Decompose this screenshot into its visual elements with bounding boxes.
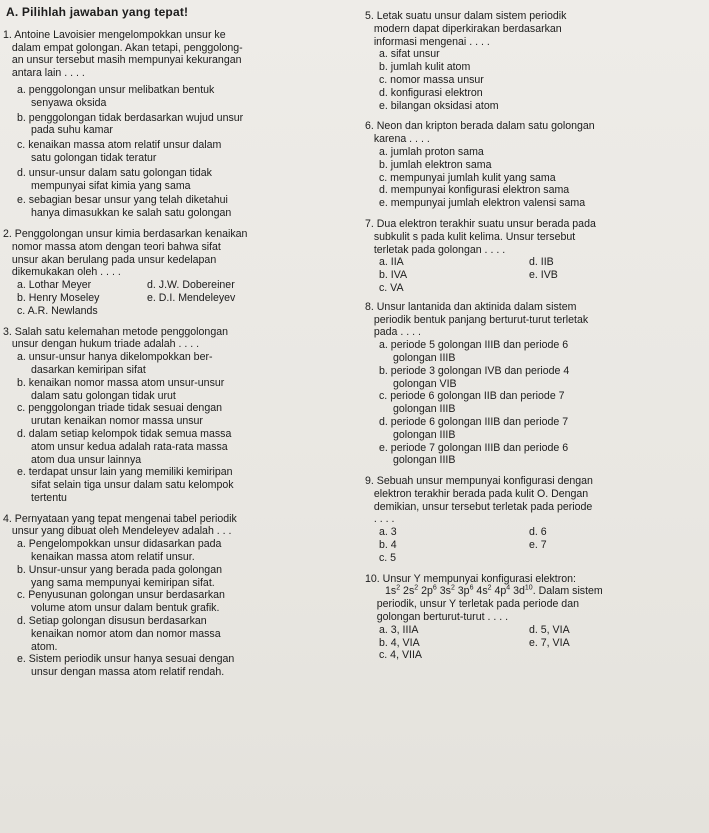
answer-option[interactable]: d. 6 [529,526,547,539]
question-text: unsur dengan hukum triade adalah . . . . [3,338,200,351]
answer-option-cont: satu golongan tidak teratur [31,151,157,164]
question-2 [3,228,351,318]
question-text: karena . . . . [365,133,430,146]
question-text: terletak pada golongan . . . . [365,243,506,256]
question-text: nomor massa atom dengan teori bahwa sifat [3,240,221,253]
answer-option[interactable]: d. mempunyai konfigurasi elektron sama [379,184,570,197]
question-text: 5. Letak suatu unsur dalam sistem periodik [365,10,567,22]
answer-option[interactable]: d. konfigurasi elektron [379,86,483,99]
question-4 [3,513,351,679]
answer-option[interactable]: d. IIB [529,256,554,269]
answer-option-cont: atom dua unsur lainnya [31,453,142,466]
answer-option[interactable]: d. J.W. Dobereiner [147,279,235,292]
question-text: subkulit s pada kulit kelima. Unsur tersebut [365,230,576,243]
question-text: 1. Antoine Lavoisier mengelompokkan unsur ke [3,28,226,41]
question-6 [365,120,705,210]
answer-option[interactable]: d. 5, VIA [529,623,570,636]
answer-option-cont: volume atom unsur dalam bentuk grafik. [31,602,220,615]
answer-option-cont: kenaikan nomor atom dan nomor massa [31,627,221,640]
answer-option[interactable]: c. periode 6 golongan IIB dan periode 7 [379,390,565,403]
answer-option[interactable]: e. 7, VIA [529,636,570,649]
question-text: periodik bentuk panjang berturut-turut terletak [365,313,589,326]
electron-configuration: $1s^2$ $2s^2$ $2p^6$ $3s^2$ $3p^6$ $4s^2$ $4p^4$ $3d^{10}$. Dalam sistem [385,584,603,598]
question-text: 7. Dua elektron terakhir suatu unsur berada pada [365,217,596,230]
question-text: . . . . [365,513,395,526]
answer-option-cont: sifat selain tiga unsur dalam satu kelompok [31,479,234,492]
question-text: modern dapat diperkirakan berdasarkan [365,22,562,35]
answer-option-cont: dasarkan kemiripan sifat [31,363,146,376]
question-text: 4. Pernyataan yang tepat mengenai tabel periodik [3,512,237,525]
answer-option-cont: mempunyai sifat kimia yang sama [31,179,191,192]
answer-option[interactable]: b. penggolongan tidak berdasarkan wujud unsur [17,111,244,124]
answer-option-cont: golongan IIIB [393,454,456,467]
answer-option[interactable]: c. nomor massa unsur [379,73,484,86]
question-text: dikemukakan oleh . . . . [3,266,121,279]
question-text: an unsur tersebut masih mempunyai kekurangan [3,54,242,67]
question-9 [365,475,705,565]
answer-option[interactable]: a. periode 5 golongan IIIB dan periode 6 [379,339,569,352]
answer-option-cont: atom unsur kedua adalah rata-rata massa [31,440,228,453]
answer-option[interactable]: b. kenaikan nomor massa atom unsur-unsur [17,376,225,389]
answer-option[interactable]: e. mempunyai jumlah elektron valensi sama [379,197,586,210]
answer-option[interactable]: c. A.R. Newlands [17,304,98,317]
answer-option[interactable]: c. penggolongan triade tidak sesuai dengan [17,402,222,415]
answer-option[interactable]: a. 3 [379,526,397,539]
question-text: 3. Salah satu kelemahan metode penggolongan [3,325,228,338]
answer-option[interactable]: e. Sistem periodik unsur hanya sesuai dengan [17,653,235,666]
answer-option-cont: golongan IIIB [393,351,456,364]
answer-option-cont: pada suhu kamar [31,124,113,137]
left-column [3,0,351,679]
answer-option[interactable]: c. kenaikan massa atom relatif unsur dalam [17,139,222,152]
answer-option-cont: golongan VIB [393,377,457,390]
answer-option-cont: golongan IIIB [393,428,456,441]
answer-option[interactable]: b. 4, VIA [379,636,420,649]
question-3 [3,326,351,505]
answer-option[interactable]: b. Henry Moseley [17,291,100,304]
question-text: elektron terakhir berada pada kulit O. Dengan [365,487,589,500]
answer-option[interactable]: c. 5 [379,551,397,564]
answer-option[interactable]: c. 4, VIIA [379,649,422,662]
question-1 [3,29,351,220]
answer-option-cont: dalam satu golongan tidak urut [31,389,176,402]
answer-option[interactable]: e. periode 7 golongan IIIB dan periode 6 [379,441,569,454]
question-text: antara lain . . . . [3,67,85,80]
answer-option[interactable]: c. mempunyai jumlah kulit yang sama [379,171,556,184]
answer-option-cont: yang sama mempunyai kemiripan sifat. [31,576,215,589]
answer-option[interactable]: d. periode 6 golongan IIIB dan periode 7 [379,415,569,428]
answer-option[interactable]: e. D.I. Mendeleyev [147,291,236,304]
question-text: unsur akan berulang pada unsur kedelapan [3,253,217,266]
question-text: 9. Sebuah unsur mempunyai konfigurasi dengan [365,475,593,488]
question-text: pada . . . . [365,326,421,339]
question-text: 10. Unsur Y mempunyai konfigurasi elektron: [365,572,577,585]
question-text: golongan berturut-turut . . . . [365,611,509,624]
answer-option-cont: unsur dengan massa atom relatif rendah. [31,666,225,679]
section-title: A. Pilihlah jawaban yang tepat! [6,5,189,19]
answer-option[interactable]: a. Pengelompokkan unsur didasarkan pada [17,538,222,551]
question-text: 2. Penggolongan unsur kimia berdasarkan kenaikan [3,227,248,240]
answer-option-cont: atom. [31,640,58,653]
answer-option[interactable]: a. sifat unsur [379,48,440,61]
answer-option-cont: kenaikan massa atom relatif unsur. [31,551,195,564]
question-text: periodik, unsur Y terletak pada periode dan [365,598,579,611]
answer-option[interactable]: a. 3, IIIA [379,623,419,636]
question-5 [365,10,705,112]
answer-option[interactable]: d. dalam setiap kelompok tidak semua massa [17,427,232,440]
answer-option[interactable]: e. sebagian besar unsur yang telah diketahui [17,194,228,207]
answer-option[interactable]: c. Penyusunan golongan unsur berdasarkan [17,589,225,602]
answer-option-cont: tertentu [31,491,67,504]
answer-option-cont: urutan kenaikan nomor massa unsur [31,415,203,428]
right-column [365,0,705,662]
question-text: demikian, unsur tersebut terletak pada periode [365,500,593,513]
answer-option[interactable]: b. Unsur-unsur yang berada pada golongan [17,563,222,576]
question-10 [365,573,705,663]
answer-option-cont: hanya dimasukkan ke salah satu golongan [31,207,232,220]
answer-option[interactable]: a. Lothar Meyer [17,279,92,292]
answer-option[interactable]: a. jumlah proton sama [379,145,484,158]
answer-option[interactable]: b. IVA [379,269,408,282]
answer-option[interactable]: e. terdapat unsur lain yang memiliki kemiripan [17,466,233,479]
answer-option[interactable]: e. bilangan oksidasi atom [379,99,499,112]
answer-option[interactable]: b. jumlah kulit atom [379,61,471,74]
answer-option[interactable]: b. jumlah elektron sama [379,158,492,171]
question-text: 8. Unsur lantanida dan aktinida dalam sistem [365,300,577,313]
question-8 [365,301,705,467]
answer-option[interactable]: a. penggolongan unsur melibatkan bentuk [17,83,215,96]
answer-option[interactable]: d. unsur-unsur dalam satu golongan tidak [17,166,212,179]
answer-option-cont: golongan IIIB [393,403,456,416]
question-text: dalam empat golongan. Akan tetapi, penggolong- [3,41,243,54]
question-text: 6. Neon dan kripton berada dalam satu golongan [365,120,595,133]
question-7 [365,218,705,295]
answer-option[interactable]: e. IVB [529,269,558,282]
question-text: informasi mengenai . . . . [365,35,490,48]
answer-option[interactable]: a. unsur-unsur hanya dikelompokkan ber- [17,351,213,364]
question-text: unsur yang dibuat oleh Mendeleyev adalah . . . [3,525,232,538]
answer-option[interactable]: a. IIA [379,256,404,269]
answer-option[interactable]: b. 4 [379,539,397,552]
answer-option[interactable]: e. 7 [529,539,547,552]
answer-option[interactable]: c. VA [379,281,404,294]
answer-option-cont: senyawa oksida [31,96,107,109]
answer-option[interactable]: b. periode 3 golongan IVB dan periode 4 [379,364,570,377]
answer-option[interactable]: d. Setiap golongan disusun berdasarkan [17,615,207,628]
